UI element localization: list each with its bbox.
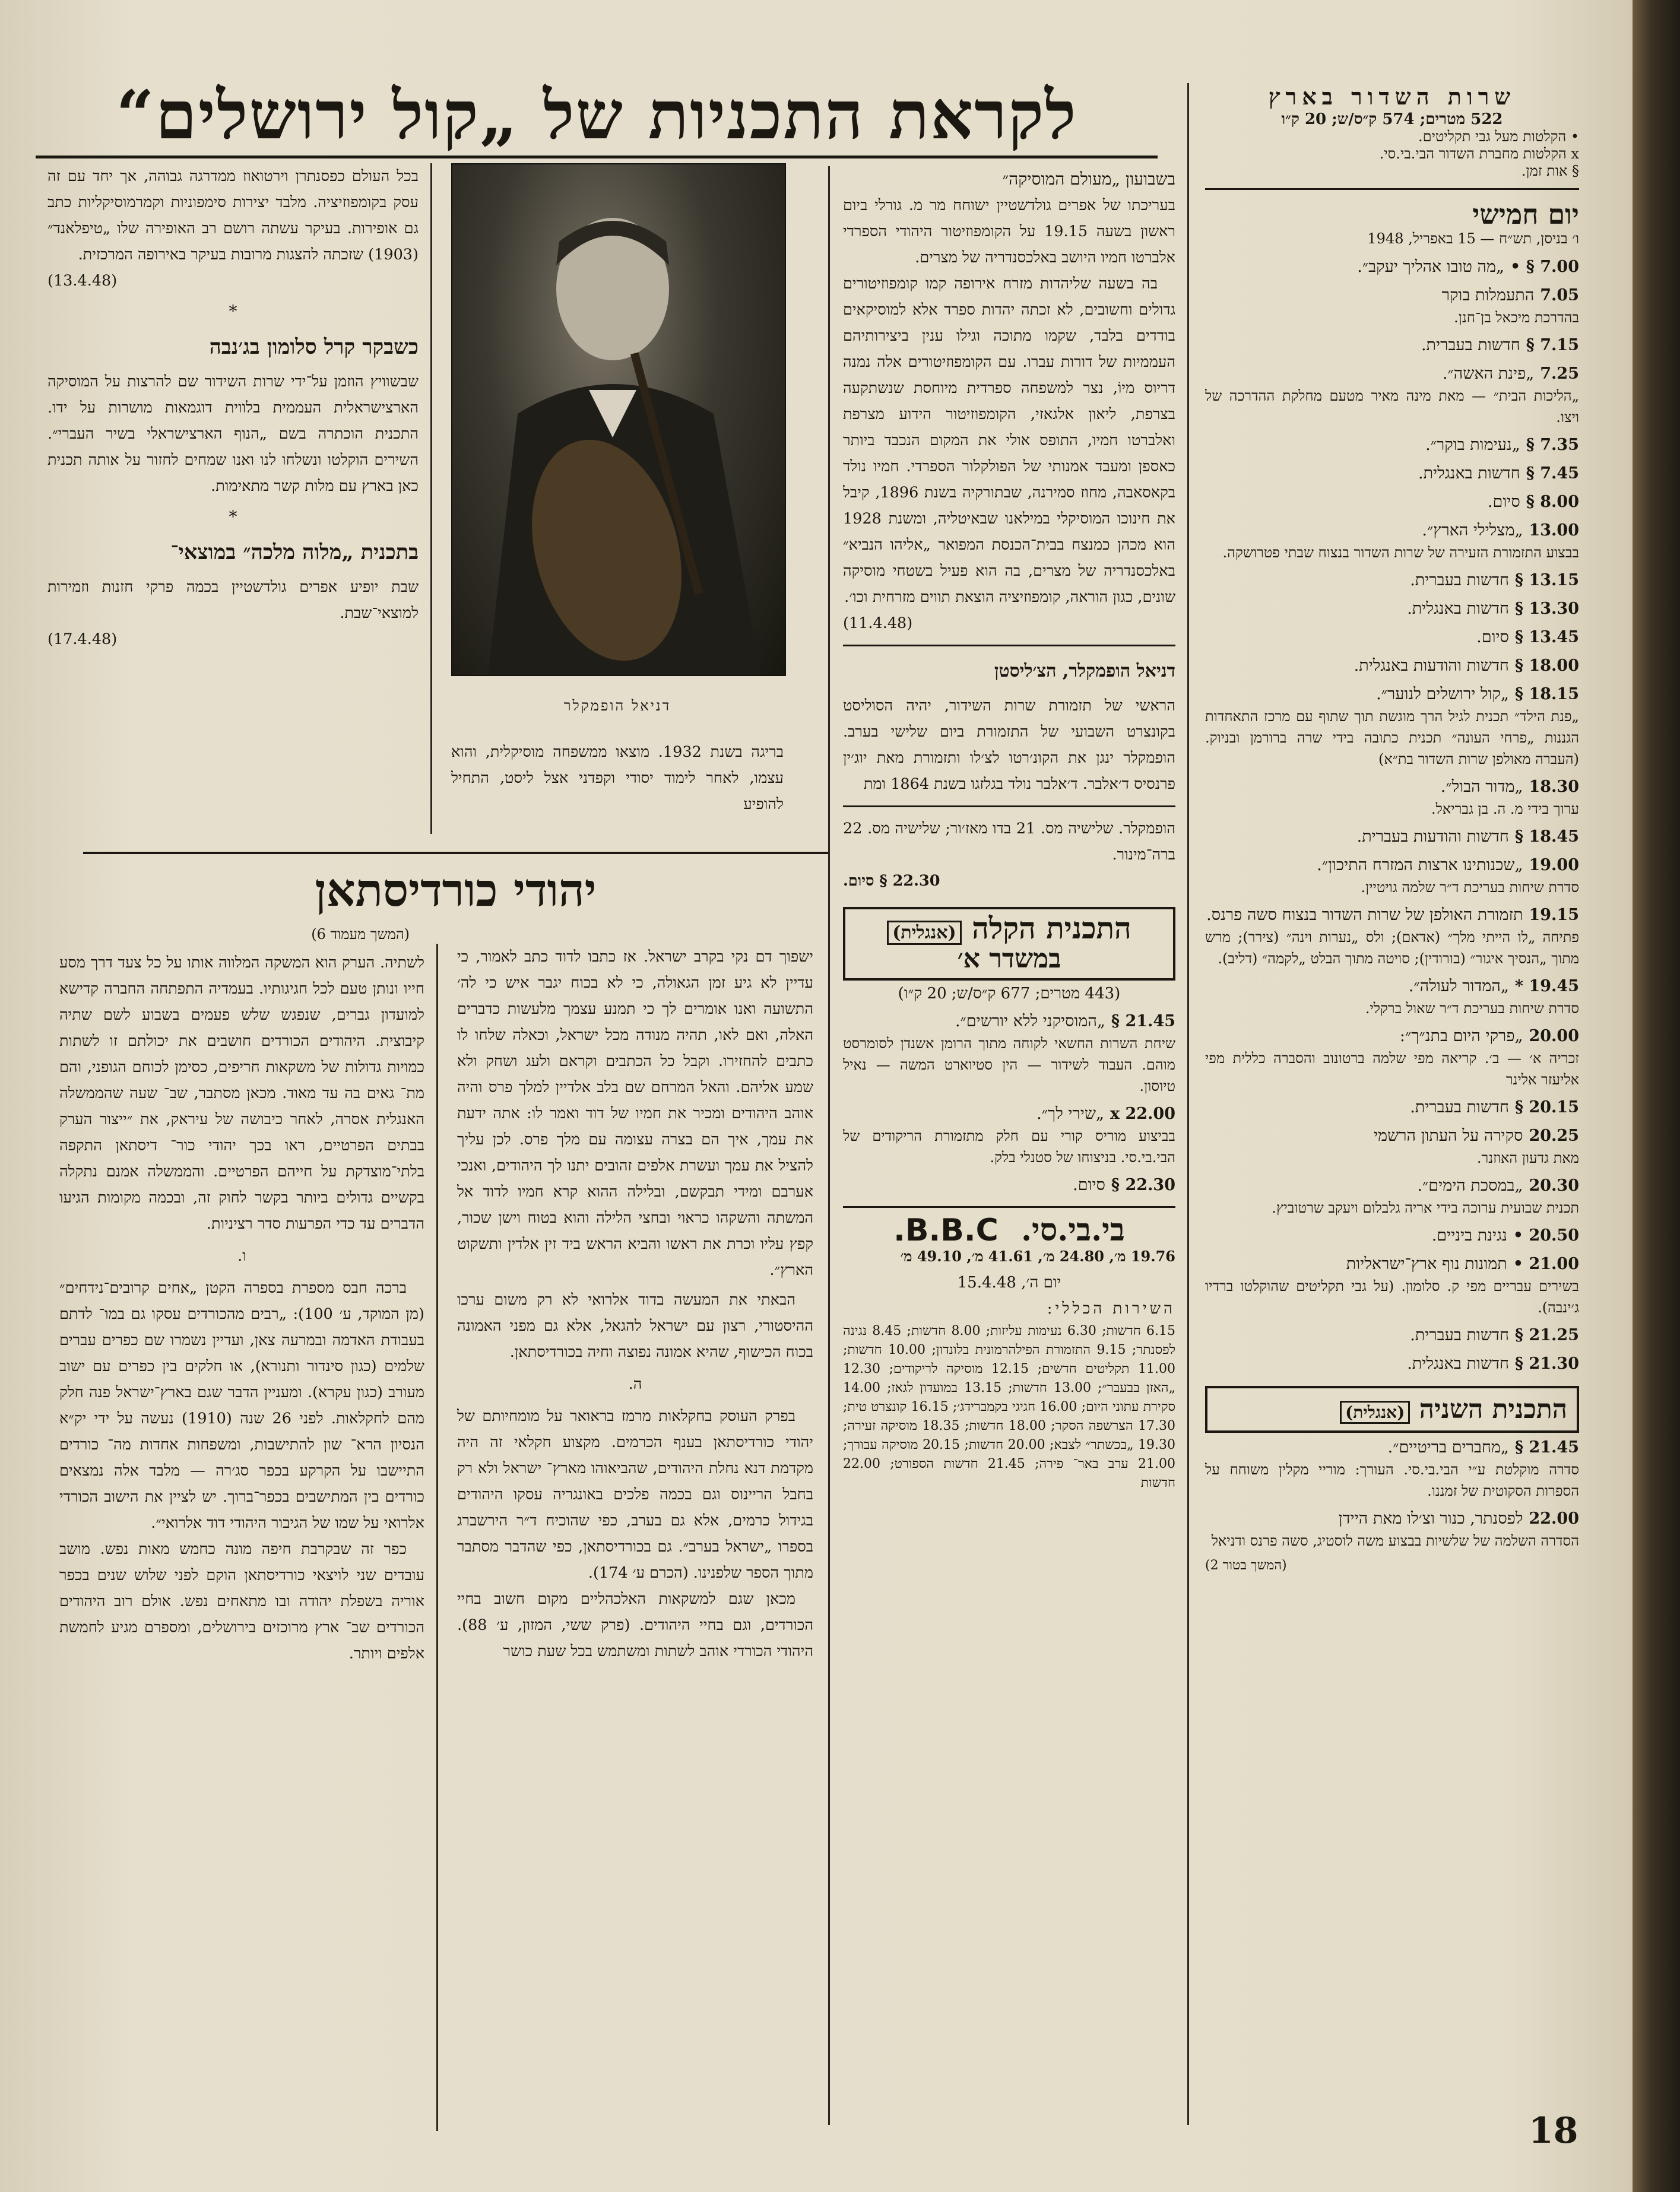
portrait-photo — [451, 163, 786, 676]
schedule-time: 22.00 x — [1110, 1105, 1175, 1123]
schedule-time: 13.30 § — [1514, 599, 1579, 618]
schedule-description: בהדרכת מיכאל בן־חנן. — [1454, 309, 1579, 326]
legend-bbc: x הקלטות מחברת השדור הבי.בי.סי. — [1379, 145, 1579, 162]
schedule-time: 20.30 — [1529, 1176, 1579, 1195]
hoffmekler-text-cont: הופמקלר. שלישיה מס. 21 בדו מאז׳ור; שלישיה מס. 22 ברה־מינור. — [843, 820, 1175, 864]
schedule-time: 7.35 § — [1526, 436, 1579, 454]
schedule-title: חדשות והודעות בעברית. — [1356, 827, 1509, 846]
schedule-description: בביצוע מוריס קורי עם חלק מתזמורת הריקודים של הבי.בי.סי. בניצוחו של סטנלי בלק. — [843, 1128, 1175, 1166]
schedule-item — [1205, 462, 1579, 485]
schedule-title: סיום. — [1487, 493, 1520, 511]
kurdistan-paragraph-3: בפרק העוסק בחקלאות מרמז בראואר על מומחיותם של יהודי כורדיסתאן בענף הכרמים. מקצוע חקלאי זה היה מקדמת דנא נחלת היהודים, שהביאוהו מארץ־ ישראל ולא רק בחבל הריינוס וגם בכמה פלכים באונגריה עסקו היהודים בגידול כרמים, אלא גם בערב, כפי שהוכיח ד״ר הירשברג בספרו „ישראל בערב״. גם בכורדיסתאן, כפי שהדבר מסתבר מתוך הספר שלפנינו. (הכרם ע׳ 174). — [457, 1407, 813, 1582]
musical-world-article — [843, 166, 1175, 1493]
melaveh-date: (17.4.48) — [47, 630, 118, 648]
kurdistan-col2 — [59, 950, 424, 1667]
schedule-title: „פרקי היום בתנ״ך״: — [1399, 1027, 1523, 1045]
bbc-title-en: B.B.C. — [893, 1213, 999, 1248]
schedule-description: בשירים עבריים מפי ק. סלומון. (על גבי תקליטים שהוקלטו ברדיו ג׳ינבה). — [1205, 1278, 1579, 1316]
schedule-title: חדשות בעברית. — [1410, 571, 1509, 589]
schedule-title: לפסנתר, כנור וצ׳לו מאת היידן — [1338, 1509, 1523, 1528]
schedule-item — [1205, 363, 1579, 428]
opera-date: (13.4.48) — [47, 272, 118, 290]
schedule-time: 21.00 • — [1513, 1255, 1579, 1273]
schedule-item — [1205, 434, 1579, 456]
schedule-time: 13.45 § — [1514, 628, 1579, 646]
schedule-title: „מדור הבול״. — [1440, 778, 1523, 796]
column-divider-3 — [430, 163, 432, 834]
schedule-description: מאת גדעון האוזנר. — [1476, 1150, 1579, 1166]
musical-world-text2: בה בשעה שליהדות מזרח אירופה קמו קומפוזיטורים גדולים וחשובים, לא זכתה יהדות ספרד אלא למוסיקאים בודדים בלבד, שקמו מתוכה וגילו ענין ביצירותיהם העממיות של דורות עברו. עם הקומפוזיטורים אלה נמנה דריוס מיוֹ, נצר למשפחה ספרדית מיוחסת שנשתקעה בצרפת, ליאון אלגאזי, הקומפוזיטור הידוע מצרפת ואלברטו חמיו, התופס אולי את המקום הנכבד ביותר כאספן ומעבד אמנותי של הפולקלור הספרדי. חמיו נולד בקאסאבה, מחוז סמירנה, שבתורקיה בשנת 1896, קיבל את חינוכו המוסיקלי במילאנו שבאיטליה, ומשנת 1928 הוא מכהן כמנצח בבית־הכנסת המפואר „אליהו הנביא״ באלכסנדריה של מצרים, בה הוא פעיל בשטחי מוסיקה שונים, כגון הוראה, קומפוזיציה הוצאת תווים מזרחית וכו׳. — [843, 275, 1175, 606]
schedule-description: פתיחה „לו הייתי מלך״ (אדאם); ולס „נערות וינה״ (צירר); מרש מתוך „הנסיך איגור״ (בורודין); סויטה מתוך הבלט „לקמה״ (דליב). — [1205, 929, 1579, 967]
schedule-title: חדשות בעברית. — [1421, 336, 1520, 354]
schedule-description: הסדרה השלמה של שלשיות בבצוע משה לוסטיג, סשה פרנס ודניאל — [1211, 1533, 1579, 1549]
melaveh-head: בתכנית „מלוה מלכה״ במוצאי־ — [170, 540, 419, 564]
schedule-title: „קול ירושלים לנוער״. — [1376, 685, 1509, 703]
schedule-title: „במסכת הימים״. — [1417, 1176, 1523, 1195]
second-program-box — [1205, 1386, 1579, 1433]
schedule-title: „מצלילי הארץ״. — [1422, 521, 1523, 540]
schedule-title: „פינת האשה״. — [1442, 364, 1535, 383]
musical-world-date: (11.4.48) — [843, 614, 913, 632]
schedule-title: „שירי לך״. — [1036, 1105, 1104, 1123]
broadcast-column — [1205, 83, 1579, 1573]
schedule-item — [1205, 826, 1579, 848]
hoffmekler-text: הראשי של תזמורת שרות השידור, יהיה הסוליסט בקונצרט השבועי של התזמורת ביום שלישי בערב. הופמקלר ינגן את הקונ׳רטו לצ׳לו ותזמורת מאת יוג׳ין פרנסיס ד׳אלבר. ד׳אלבר נולד בגלזגו בשנת 1864 ומת — [843, 697, 1175, 793]
schedule-item — [1205, 1508, 1579, 1552]
light-program-lang: (אנגלית) — [887, 921, 962, 945]
schedule-title: חדשות בעברית. — [1410, 1098, 1509, 1116]
main-headline: לקראת התכניות של „קול ירושלים“ — [116, 77, 1077, 154]
bbc-title-he: בי.בי.סי. — [1020, 1212, 1125, 1248]
legend-time-signal: § אות זמן. — [1521, 163, 1579, 179]
schedule-title: חדשות באנגלית. — [1407, 1354, 1509, 1373]
schedule-time: 21.25 § — [1514, 1326, 1579, 1344]
schedule-item — [1205, 491, 1579, 513]
schedule-title: „מה טובו אהליך יעקב״. — [1357, 258, 1505, 276]
schedule-title: חדשות באנגלית. — [1418, 464, 1520, 483]
bbc-date: יום ה׳, 15.4.48 — [957, 1274, 1061, 1292]
column-divider-4 — [436, 944, 438, 2131]
legend-recordings: • הקלטות מעל גבי תקליטים. — [1418, 128, 1579, 145]
schedule-item — [843, 1010, 1175, 1097]
schedule-item — [1205, 1025, 1579, 1090]
schedule-title: „המוסיקני ללא יורשים״. — [955, 1012, 1105, 1030]
hoffmekler-head: דניאל הופמקלר, הצ׳ליסטן — [994, 661, 1175, 681]
light-program-freq: (443 מטרים; 677 ק״ס/ש; 20 ק״ו) — [898, 985, 1121, 1003]
schedule-time: 7.00 § • — [1510, 258, 1579, 276]
second-program-title: התכנית השניה — [1419, 1394, 1567, 1425]
schedule-description: סדרת שיחות בעריכת ד״ר שלמה גויטיין. — [1361, 879, 1579, 896]
continued-note: (המשך בטור 2) — [1205, 1558, 1287, 1573]
schedule-description: תכנית שבועית ערוכה בידי אריה גלבלום ויעקב שרטוביץ. — [1272, 1200, 1579, 1216]
schedule-description: „הליכות הבית״ — מאת מינה מאיר מטעם מחלקת ההדרכה של ויצו. — [1205, 388, 1579, 426]
schedule-item — [1205, 569, 1579, 592]
kurdistan-cont: (המשך מעמוד 6) — [311, 926, 410, 943]
column-divider-2 — [828, 166, 830, 2125]
frequency-line: 522 מטרים; 574 ק״ס/ש; 20 ק״ו — [1281, 110, 1503, 128]
light-program-title: התכנית הקלה — [972, 911, 1131, 946]
schedule-item — [1205, 519, 1579, 563]
schedule-time: 18.00 § — [1514, 656, 1579, 675]
schedule-item — [1205, 1353, 1579, 1375]
schedule-time: 18.45 § — [1514, 827, 1579, 846]
schedule-title: סיום. — [1476, 628, 1509, 646]
schedule-time: 20.00 — [1529, 1027, 1579, 1045]
schedule-item — [1205, 334, 1579, 357]
kurdistan-paragraph-4: מכאן שגם למשקאות האלכהליים מקום חשוב בחיי הכורדים, וגם בחיי היהודים. (פרק ששי, המזון, ע׳ 88). היהודי הכורדי אוהב לשתות ומשתמש בכל שעת כושר — [457, 1590, 813, 1660]
schedule-item — [1205, 904, 1579, 969]
light-program-list — [843, 1010, 1175, 1197]
cellist-portrait — [452, 164, 785, 675]
photo-caption: דניאל הופמקלר — [563, 697, 671, 714]
schedule-title: נגינת ביניים. — [1431, 1226, 1507, 1245]
day-date: ו׳ בניסן, תש״ח — 15 באפריל, 1948 — [1367, 230, 1579, 247]
schedule-item — [843, 1174, 1175, 1197]
schedule-item — [1205, 1096, 1579, 1119]
schedule-time: 19.45 * — [1514, 977, 1579, 995]
schedule-time: 21.45 § — [1111, 1012, 1175, 1030]
schedule-title: „נעימות בוקר״. — [1425, 436, 1520, 454]
kurdistan-section-vav: ו. — [237, 1247, 246, 1265]
schedule-description: בבצוע התזמורת הזעירה של שרות השדור בנצוח שבתי פטרושקה. — [1222, 544, 1579, 561]
schedule-time: 7.25 — [1540, 364, 1579, 383]
schedule-title: „שכנותינו ארצות המזרח התיכון״. — [1317, 856, 1523, 874]
schedule-item — [1205, 683, 1579, 770]
schedule-item — [1205, 1175, 1579, 1219]
schedule-item — [1205, 655, 1579, 677]
schedule-title: חדשות באנגלית. — [1407, 599, 1509, 618]
schedule-time: 20.25 — [1529, 1127, 1579, 1145]
salomon-text: שבשוויץ הוזמן על־ידי שרות השידור שם להרצות על המוסיקה הארצישראלית העממית בלווית דוגמאות מושרות על ידו. התכנית הוכתרה בשם „הנוף הארצישראלי בשיר העברי״. השירים הוקלטו ונשלחו לנו ואנו שמחים לחזור על אותה תכנית כאן בארץ עם מלות קשר מתאימות. — [47, 373, 419, 495]
kurdistan-paragraph-5: לשתיה. הערק הוא המשקה המלווה אותו על כל צעד דרך מסע חייו ונותן טעם לכל חגיגותיו. בעמדיה התפתחה החברה קדישא למועדון גברים, שנפגש שלש פעמים בשבוע לשם שתיה קיבוצית. היהודים הכורדים חושבים את יכולתם זו לשתות כמויות גדולות של משקאות חריפים, כסימן לכוחם הגופני, והם מת־ גאים בה עד מאוד. מכאן מסתבר, שב־ שעה שהממשלה האנגלית אסרה, לאחר כיבושה של עיראק, את ״ייצור הערק בבתים הפרטיים, ראו בכך יהודי כור־ דיסתאן התקפה בלתי־מוצדקת על חייהם הפרטיים. והממשלה אמנם נתקלה בקשיים גדולים ביותר בקשר לחוק זה, ובכמה מקומות הגיעו הדברים עד כדי הפרעות סדר רציניות. — [59, 954, 424, 1233]
schedule-item — [1205, 1436, 1579, 1502]
schedule-item — [1205, 1225, 1579, 1247]
kurdistan-title: יהודי כורדיסתאן — [315, 864, 597, 916]
schedule-item — [1205, 284, 1579, 328]
schedule-time: 22.30 § — [1111, 1176, 1175, 1194]
kurdistan-paragraph-6: ברכה חבס מספרת בספרה הקטן „אחים קרובים־נידחים״ (מן המוקד, ע׳ 100): „רבים מהכורדים עסקו גם במו־ לדתם בעבודת האדמה ובמרעה צאן, ועדיין נשמרו שם כפרים עברים שלמים (כגון סינדור ותנורא), או חלקים בין כפרים עם ישוב מעורב (כגון עקרא). ומעניין הדבר שגם בארץ־ישראל פנה חלק מהם לחקלאות. לפני 26 שנה (1910) נעשה על ידי יק״א הנסיון הרא־ שון להתישבות, ומשפחות אחדות מה־ כורדים התיישבו על הקרקע בכפר סג׳רה — מלבד אלה נמצאים כורדים בין המתישבים בכפר־ברוך. יש לציין את הישוב הכורדי אלרואי על שמו של הגיבור היהודי דוד אלרואי״. — [59, 1279, 424, 1532]
schedule-time: 20.15 § — [1514, 1098, 1579, 1116]
schedule-description: סדרה מוקלטת ע״י הבי.בי.סי. העורך: מוריי מקלין משוחח על הספרות הסקוטית של זמננו. — [1205, 1461, 1579, 1499]
second-program-list — [1205, 1436, 1579, 1552]
schedule-item — [1205, 975, 1579, 1019]
schedule-time: 7.05 — [1540, 286, 1579, 304]
schedule-item — [843, 1103, 1175, 1168]
bbc-general: השירות הכללי: — [1047, 1300, 1175, 1318]
schedule-item — [1205, 1324, 1579, 1347]
light-program-box — [843, 907, 1175, 981]
book-binding — [1633, 0, 1680, 2192]
schedule-title: סיום. — [1073, 1176, 1105, 1194]
schedule-item — [1205, 598, 1579, 620]
schedule-time: 7.45 § — [1526, 464, 1579, 483]
light-program-subtitle: במשדר א׳ — [957, 944, 1061, 974]
schedule-item — [1205, 1253, 1579, 1318]
schedule-description: סדרת שיחות בעריכת ד״ר שאול ברקלי. — [1365, 1000, 1579, 1017]
bbc-freqs: 19.76 מ׳, 24.80 מ׳, 41.61 מ׳, 49.10 מ׳ — [900, 1248, 1175, 1265]
hoffmekler-end: 22.30 § סיום. — [843, 872, 940, 890]
musical-world-head: בשבועון „מעולם המוסיקה״ — [1002, 169, 1175, 189]
column-divider — [1187, 83, 1189, 2125]
kurdistan-paragraph-2: הבאתי את המעשה בדוד אלרואי לא רק משום ערכו ההיסטורי, רצון עם ישראל להגאל, אלא גם מפני האמונה בכוח הכישוף, שהיא אמונה נפוצה וחיה בכורדיסתאן. — [457, 1291, 813, 1361]
salomon-head: כשבקר קרל סלומון בג׳נבה — [209, 335, 419, 359]
schedule-time: 19.15 — [1529, 906, 1579, 924]
kurdistan-col1 — [457, 944, 813, 1664]
schedule-time: 21.45 § — [1514, 1438, 1579, 1457]
kurdistan-section-he: ה. — [628, 1375, 642, 1393]
kurdistan-paragraph-7: כפר זה שבקרבת חיפה מונה כחמש מאות נפש. מושב עובדים שני לויצאי כורדיסתאן הוקם לפני שלוש שנים בכפר אוריה בשפלת יהודה ובו מתאחים נפש. אולם רוב היהודים הכורדים שב־ ארץ מרוכזים בירושלים, ומספרם מגיע לחמשת אלפים ויותר. — [59, 1540, 424, 1663]
schedule-description: זכריה א׳ — ב׳. קריאה מפי שלמה ברטונוב והסברה כללית מפי אליעזר אלינר — [1205, 1050, 1579, 1088]
schedule-title: „מחברים בריטיים״. — [1387, 1438, 1509, 1457]
day-heading: יום חמישי — [1472, 198, 1579, 230]
service-name: שרות השדור בארץ — [1268, 83, 1516, 110]
left-articles: בכל העולם כפסנתרן וירטואוז ממדרגה גבוהה, אך יחד עם זה עסק בקומפוזיציה. מלבד יצירות סימפוניות וקמרמוסיקליות כתב גם אופירות. בעיקר עשתה רושם רב האופירה שלו „טיפלאנד״ (1903) שזכתה להצגות מרובות בעיקר באירופה המרכזית. (13.4.48) * כשבקר קרל סלומון בג׳נבה שבשוויץ הוזמן על־ידי שרות השידור שם להרצות על המוסיקה הארצישראלית העממית בלווית דוגמאות מושרות על ידו. התכנית הוכתרה בשם „הנוף הארצישראלי בשיר העברי״. השירים הוקלטו ונשלחו לנו ואנו שמחים לחזור על אותה תכנית כאן בארץ עם מלות קשר מתאימות. * בתכנית „מלוה מלכה״ במוצאי־ שבת יופיע אפרים גולדשטיין בכמה פרקי חזנות וזמירות למוצאי־שבת. (17.4.48) — [47, 163, 419, 652]
schedule-list — [1205, 256, 1579, 1375]
section-rule — [83, 852, 828, 854]
schedule-title: חדשות בעברית. — [1410, 1326, 1509, 1344]
page-number: 18 — [1529, 2110, 1578, 2152]
schedule-description: „פנת הילד״ תכנית לגיל הרך מוגשת תוך שתוף עם מרכז התאחדות הגננות „פרחי העונה״ תכנית כתובה בידי שרה ברורמן ובניוק. (העברה מאולפן שרות השדור בת״א) — [1205, 708, 1579, 767]
opera-text: בכל העולם כפסנתרן וירטואוז ממדרגה גבוהה, אך יחד עם זה עסק בקומפוזיציה. מלבד יצירות סימפוניות וקמרמוסיקליות כתב גם אופירות. בעיקר עשתה רושם רב האופירה שלו „טיפלאנד״ (1903) שזכתה להצגות מרובות בעיקר באירופה המרכזית. — [47, 167, 419, 264]
schedule-title: התעמלות בוקר — [1441, 286, 1535, 304]
schedule-time: 20.50 • — [1513, 1226, 1579, 1245]
schedule-time: 22.00 — [1529, 1509, 1579, 1528]
schedule-time: 13.15 § — [1514, 571, 1579, 589]
schedule-title: סקירה על העתון הרשמי — [1374, 1127, 1523, 1145]
schedule-title: „המדור לעולה״. — [1408, 977, 1509, 995]
schedule-item — [1205, 626, 1579, 649]
musical-world-text1: בעריכתו של אפרים גולדשטיין ישוחח מר מ. גורלי ביום ראשון בשעה 19.15 על הקומפוזיטור היהודי הספרדי אלברטו חמיו היושב באלכסנדריה של מצרים. — [843, 196, 1176, 267]
schedule-title: חדשות והודעות באנגלית. — [1353, 656, 1509, 675]
schedule-time: 7.15 § — [1526, 336, 1579, 354]
schedule-item — [1205, 854, 1579, 898]
second-program-lang: (אנגלית) — [1340, 1401, 1410, 1424]
schedule-time: 19.00 — [1529, 856, 1579, 874]
schedule-description: ערוך בידי מ. ה. בן גבריאל. — [1431, 801, 1579, 817]
schedule-item — [1205, 776, 1579, 820]
schedule-time: 8.00 § — [1526, 493, 1579, 511]
schedule-description: שיחת השרות החשאי לקוחה מתוך הרומן אשנדן לסומרסט מוהם. העבוד לשידור — הין סטיוארט המשה — נאיל טיוסון. — [843, 1035, 1175, 1095]
kurdistan-paragraph-1: ישפוך דם נקי בקרב ישראל. אז כתבו לדוד כתב לאמור, כי עדיין לא גיע זמן הגאולה, כי לא בכוח יגבר איש כי לה׳ התשועה ואנו אומרים לך כי תמנע עצמך מלעשות כדברים האלה, ואם לאו, תהיה מנודה מכל ישראל, וכאלה שלחו לו כתבים להחזירו. וקבל כל הכתבים וקראם ולעג ושחק ולא שמע אליהם. והאל המרחם שם בלב אלדיין למלך פרס והיה אוהב היהודים ומכיר את חמיו של דוד ואמר לו: אתה ידעת את עמך, איך הם בצרה עצומה עם מלך פרס. לכן עליך להציל את עמך ועשרת אלפים זהובים יתנו לך היהודים, ואנכי אערבם ומידי תבקשם, ובלילה ההוא קרא חמיו לדוד אל המשתה והשקהו כראוי ובחצי הלילה והוא בטוח וישן שכור, קפץ עליו וכרת את ראשו והביא הראש ביד זין אלדין ותשקוט הארץ״. — [457, 948, 813, 1279]
headline-underline — [36, 156, 1158, 158]
under-photo-text: בריגה בשנת 1932. מוצאו ממשפחה מוסיקלית, והוא עצמו, לאחר לימוד יסודי וקפדני אצל ליסט, התחיל להופיע — [451, 743, 784, 813]
schedule-title: תמונות נוף ארץ־ישראליות — [1346, 1255, 1507, 1273]
schedule-time: 13.00 — [1529, 521, 1579, 540]
schedule-time: 18.30 — [1529, 778, 1579, 796]
schedule-title: תזמורת האולפן של שרות השדור בנצוח סשה פרנס. — [1206, 906, 1523, 924]
bbc-text: 6.15 חדשות; 6.30 נעימות עליזות; 8.00 חדשות; 8.45 נגינה לפסנתר; 9.15 התזמורת הפילהרמונית בלונדון; 10.00 חדשות; 11.00 תקליטים חדשים; 12.15 מוסיקה לריקודים; 12.30 „האזן בבעבר״; 13.00 חדשות; 13.15 במועדון לגאז; 14.00 סקירת עתוני היום; 16.00 חגיגי בקמברידג׳; 16.15 קונצרט טית; 17.30 הצרשפה הסקר; 18.00 חדשות; 18.35 מוסיקה זעירה; 19.30 „בכשתר״ לצבא; 20.00 חדשות; 20.15 מוסיקה עבורך; 21.00 ערב באר־ פירה; 21.45 חדשות הספורט; 22.00 חדשות — [843, 1324, 1176, 1490]
schedule-time: 21.30 § — [1514, 1354, 1579, 1373]
schedule-time: 18.15 § — [1514, 685, 1579, 703]
schedule-item — [1205, 256, 1579, 278]
melaveh-text: שבת יופיע אפרים גולדשטיין בכמה פרקי חזנות וזמירות למוצאי־שבת. — [47, 578, 419, 622]
schedule-item — [1205, 1125, 1579, 1169]
